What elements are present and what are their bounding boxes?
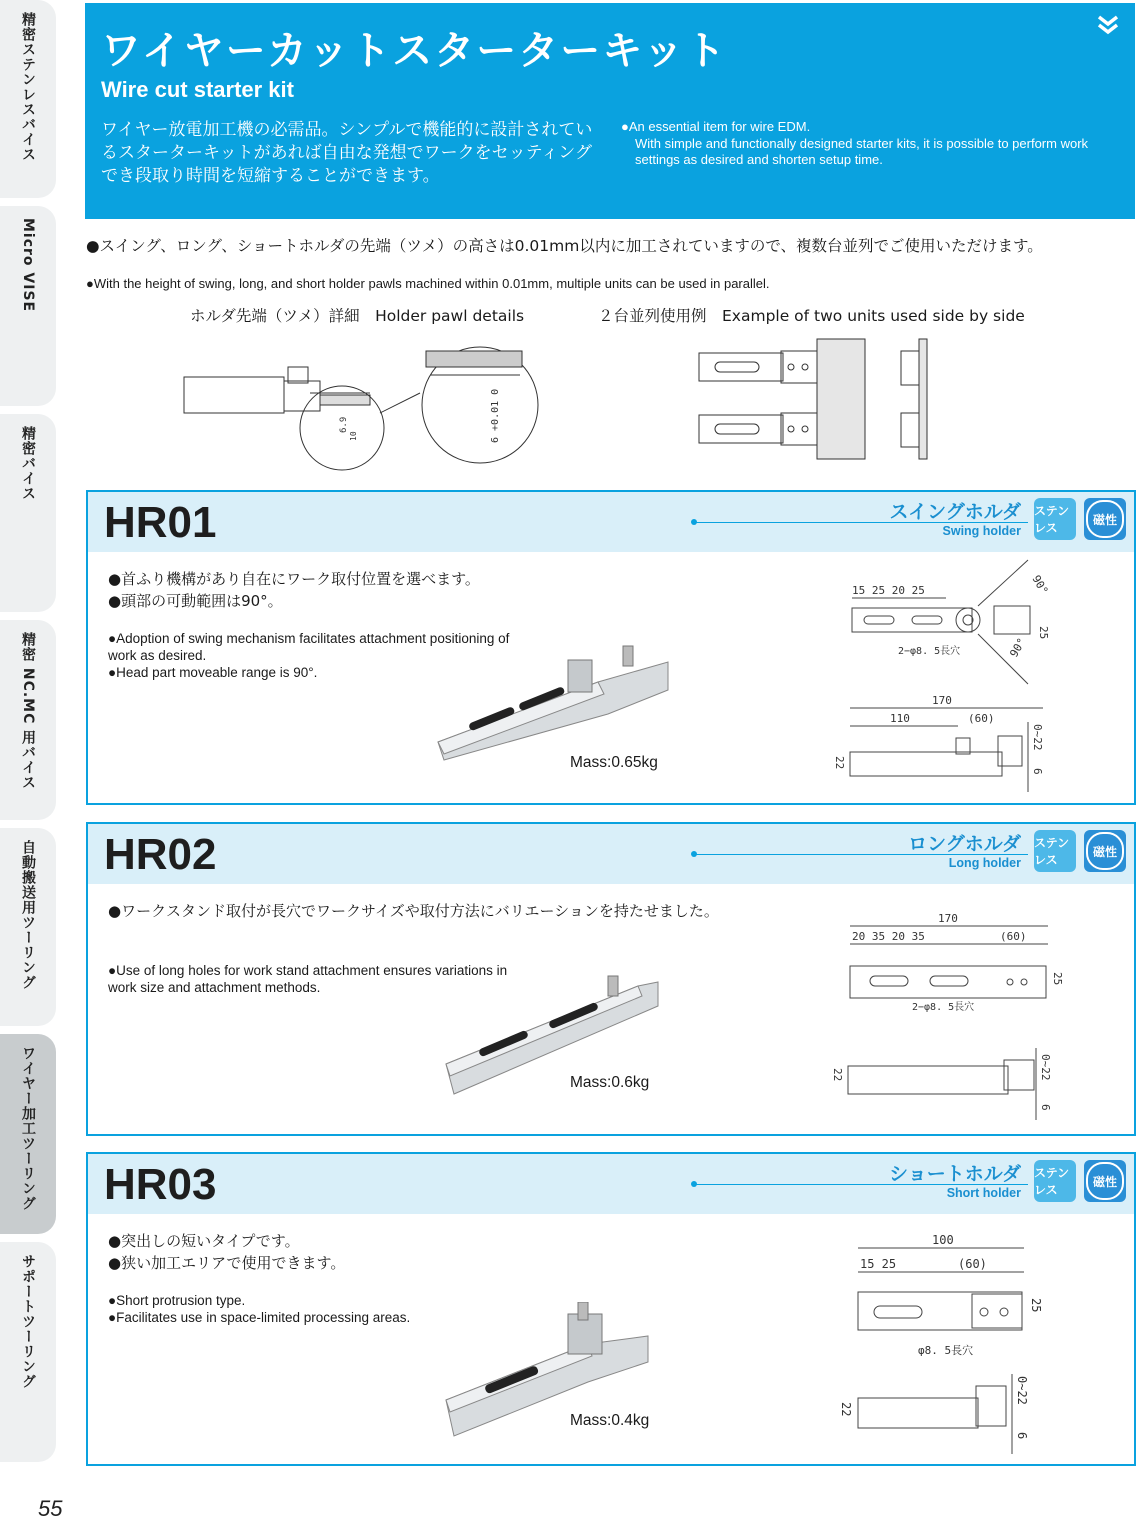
- stainless-badge: ステンレス: [1034, 498, 1076, 540]
- side-tab-auto-transport[interactable]: 自動搬送用ツーリング: [0, 828, 56, 1026]
- dim-h25: 25: [1029, 1298, 1043, 1313]
- product-photo-hr02: [438, 972, 688, 1102]
- product-name-jp: ロングホルダ: [908, 833, 1021, 855]
- dim-h25: 25: [1037, 626, 1050, 640]
- caption-side-by-side: ２台並列使用例 Example of two units used side by side: [598, 307, 1025, 325]
- dim-top: 15 25 20 25: [852, 584, 925, 597]
- dim-length: 100: [932, 1233, 954, 1247]
- side-tab-strip: [0, 0, 58, 1470]
- parallel-note-jp: ●スイング、ロング、ショートホルダの先端（ツメ）の高さは0.01mm以内に加工されていますので、複数台並列でご使用いただけます。: [86, 237, 1043, 255]
- product-hr03: [86, 1152, 1136, 1466]
- pawl-dim-10: 10: [349, 431, 358, 441]
- dim-length: 170: [932, 694, 952, 707]
- desc-en: ●Adoption of swing mechanism facilitates attachment positioning of work as desired. ●Head part moveable range is 90°.: [108, 631, 510, 680]
- dim-angle-bottom: 90°: [1007, 635, 1029, 660]
- product-mass: Mass:0.65kg: [570, 754, 658, 771]
- dim-range: 0~22: [1031, 724, 1044, 751]
- desc-en: ●Short protrusion type. ●Facilitates use in space-limited processing areas.: [108, 1293, 411, 1325]
- desc-jp: ●突出しの短いタイプです。 ●狭い加工エリアで使用できます。: [108, 1232, 346, 1272]
- lead-text-jp: ワイヤー放電加工機の必需品。シンプルで機能的に設計されているスターターキットがあれば自由な発想でワークをセッティングでき段取り時間を短縮することができます。: [101, 120, 593, 186]
- product-hr01: [86, 490, 1136, 805]
- side-tab-support-tooling[interactable]: サポートツーリング: [0, 1242, 56, 1462]
- dim-s: 6: [1015, 1432, 1029, 1440]
- dim-b: (60): [1000, 930, 1027, 943]
- page-subtitle: Wire cut starter kit: [101, 77, 294, 102]
- dim-s: 6: [1039, 1104, 1052, 1111]
- dim-b: (60): [958, 1257, 987, 1271]
- pawl-detail-drawing: [180, 335, 560, 475]
- dim-s: 6: [1031, 768, 1044, 775]
- product-name-jp: スイングホルダ: [889, 501, 1021, 523]
- dim-hole: 2−φ8. 5長穴: [912, 1002, 975, 1013]
- side-tab-precision-vise[interactable]: 精密バイス: [0, 414, 56, 612]
- double-chevron-down-icon[interactable]: [1097, 15, 1119, 41]
- dimension-drawing-hr01: [828, 556, 1134, 802]
- dim-h22: 22: [831, 1068, 844, 1082]
- side-tab-micro-vise[interactable]: Micro VISE: [0, 206, 56, 406]
- product-hr02: [86, 822, 1136, 1136]
- parallel-note-en: ●With the height of swing, long, and short holder pawls machined within 0.01mm, multiple units can be used in parallel.: [86, 276, 770, 291]
- dim-b: (60): [968, 712, 995, 725]
- dim-hole: 2−φ8. 5長穴: [898, 646, 961, 657]
- dim-length: 170: [938, 912, 958, 925]
- product-name-en: Short holder: [946, 1186, 1021, 1200]
- product-mass: Mass:0.4kg: [570, 1412, 650, 1429]
- desc-jp: ●首ふり機構があり自在にワーク取付位置を選べます。 ●頭部の可動範囲は90°。: [108, 570, 480, 610]
- side-tab-wire-tooling[interactable]: ワイヤー加工ツーリング: [0, 1034, 56, 1234]
- stainless-badge: ステンレス: [1034, 830, 1076, 872]
- lead-text-en: ●An essential item for wire EDM. With simple and functionally designed starter kits, it is possible to perform work settings as desired and shorten setup time.: [621, 119, 1089, 167]
- dim-range: 0~22: [1039, 1054, 1052, 1081]
- dim-top: 20 35 20 35: [852, 930, 925, 943]
- product-name-jp: ショートホルダ: [889, 1163, 1021, 1185]
- page-title: ワイヤーカットスターターキット: [101, 28, 728, 74]
- pawl-dim-69: 6.9: [339, 416, 349, 433]
- page-header: [85, 3, 1135, 219]
- magnetic-badge: 磁性: [1084, 498, 1126, 540]
- product-name-en: Swing holder: [942, 524, 1021, 538]
- dim-a: 110: [890, 712, 910, 725]
- dim-top: 15 25: [860, 1257, 897, 1271]
- magnetic-badge: 磁性: [1084, 1160, 1126, 1202]
- dimension-drawing-hr03: [828, 1226, 1134, 1462]
- magnetic-badge: 磁性: [1084, 830, 1126, 872]
- dim-h22: 22: [839, 1402, 853, 1417]
- dim-range: 0~22: [1015, 1376, 1029, 1405]
- product-code: HR03: [104, 1160, 217, 1209]
- product-mass: Mass:0.6kg: [570, 1074, 650, 1091]
- dim-hole: φ8. 5長穴: [918, 1344, 974, 1357]
- product-name-en: Long holder: [948, 856, 1021, 870]
- product-code: HR01: [104, 498, 217, 547]
- side-tab-stainless-vise[interactable]: 精密ステンレスバイス: [0, 0, 56, 198]
- product-photo-hr01: [428, 632, 678, 762]
- dim-angle-top: 90°: [1029, 573, 1051, 597]
- product-code: HR02: [104, 830, 217, 879]
- side-by-side-drawing: [695, 335, 945, 465]
- dim-h25: 25: [1051, 972, 1064, 986]
- dim-h22: 22: [833, 756, 846, 770]
- desc-jp: ●ワークスタンド取付が長穴でワークサイズや取付方法にバリエーションを持たせました。: [108, 902, 719, 920]
- desc-en: ●Use of long holes for work stand attachment ensures variations in work size and attachment methods.: [108, 963, 508, 995]
- caption-pawl-details: ホルダ先端（ツメ）詳細 Holder pawl details: [190, 307, 525, 325]
- stainless-badge: ステンレス: [1034, 1160, 1076, 1202]
- pawl-detail-dim: 6 +0.01 0: [490, 388, 501, 443]
- side-tab-nc-mc-vise[interactable]: 精密 NC.MC 用バイス: [0, 620, 56, 820]
- dimension-drawing-hr02: [828, 908, 1134, 1130]
- page-number: 55: [38, 1496, 63, 1521]
